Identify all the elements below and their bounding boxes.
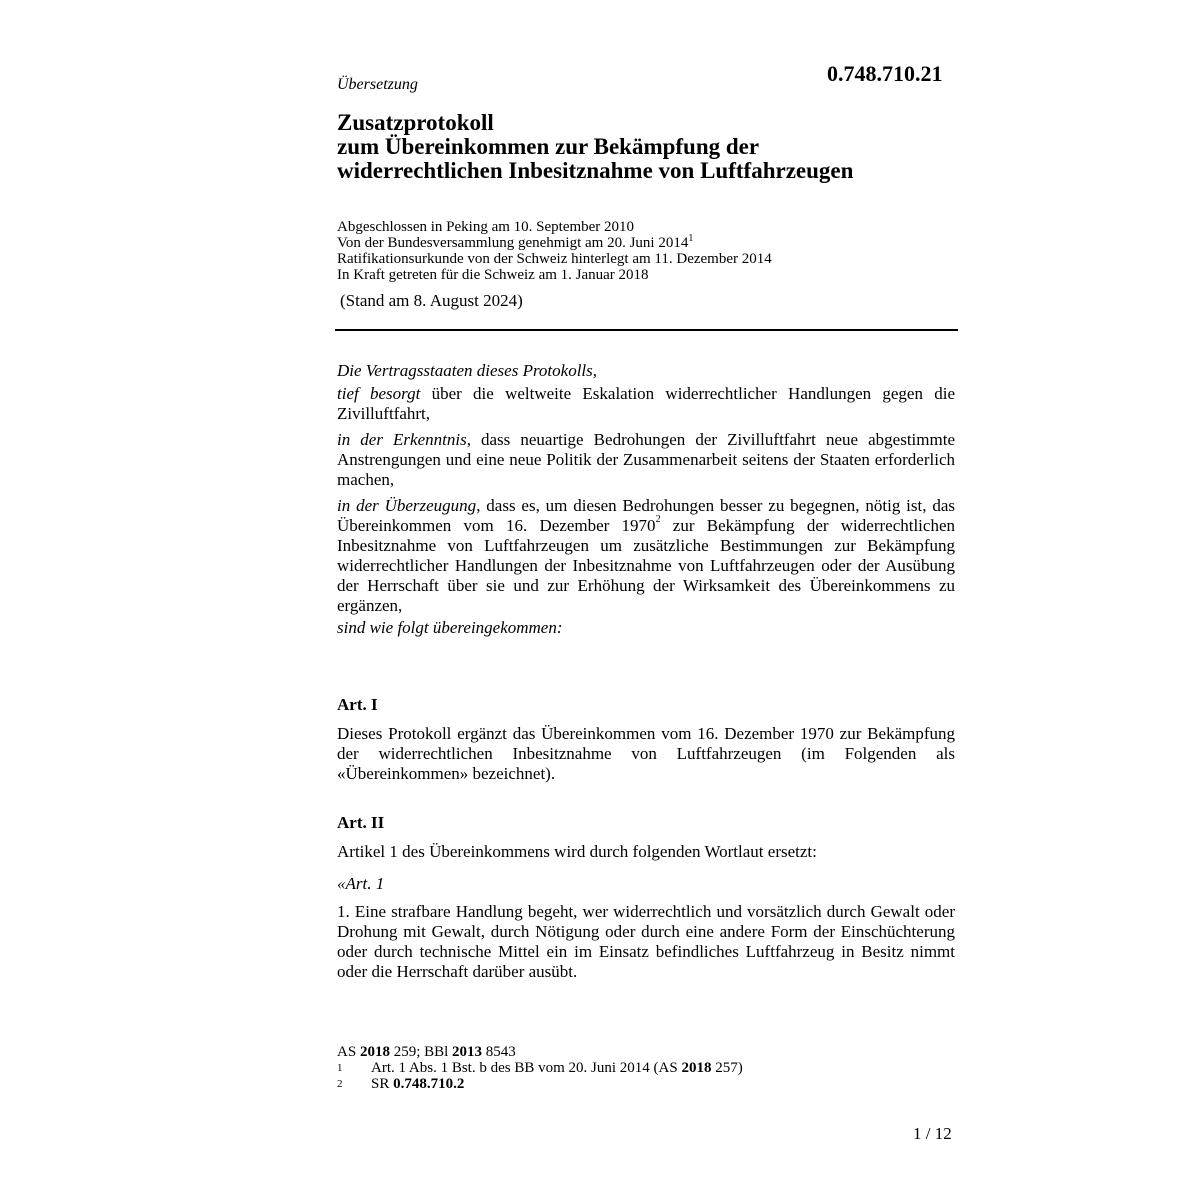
quoted-article-heading: «Art. 1 bbox=[337, 874, 385, 893]
in-force-date: In Kraft getreten für die Schweiz am 1. Januar 2018 bbox=[337, 267, 649, 283]
footnote-2: 2 SR 0.748.710.2 bbox=[337, 1076, 465, 1092]
header-divider bbox=[335, 329, 958, 331]
article-1-text: Dieses Protokoll ergänzt das Übereinkommen vom 16. Dezember 1970 zur Bekämpfung der widerrechtlichen Inbesitznahme von Luftfahrzeugen (im Folgenden als «Übereinkommen» bezeichnet). bbox=[337, 724, 955, 783]
approved-date: Von der Bundesversammlung genehmigt am 20. Juni 2014$^1$ bbox=[337, 233, 694, 251]
preamble-intro: Die Vertragsstaaten dieses Protokolls, bbox=[337, 361, 598, 380]
footnote-1-number: 1 bbox=[337, 1062, 343, 1074]
preamble-paragraph-3: in der Überzeugung, dass es, um diesen Bedrohungen besser zu begegnen, nötig ist, das Übereinkommen vom 16. Dezember 1970$^2$ zur Bekämpfung der widerrechtlichen Inbesitznahme von Luftfahrzeugen um zusätzliche Bestimmungen zur Bekämpfung widerrechtlicher Handlungen der Inbesitznahme von Luftfahrzeugen oder der Ausübung der Herrschaft über sie und zur Erhöhung der Wirksamkeit des Übereinkommens zu ergänzen, bbox=[337, 496, 956, 615]
concluded-date: Abgeschlossen in Peking am 10. September 2010 bbox=[337, 219, 635, 235]
footnote-ref-2[interactable]: 2 bbox=[655, 514, 661, 525]
title-line-2: zum Übereinkommen zur Bekämpfung der bbox=[337, 134, 760, 159]
article-2-heading: Art. II bbox=[337, 813, 385, 832]
status-date: (Stand am 8. August 2024) bbox=[340, 291, 523, 310]
page-number: 1 / 12 bbox=[913, 1124, 952, 1143]
preamble-paragraph-1: tief besorgt über die weltweite Eskalation widerrechtlicher Handlungen gegen die Zivilluftfahrt, bbox=[337, 384, 955, 423]
preamble-closing: sind wie folgt übereingekommen: bbox=[337, 618, 563, 637]
article-1-heading: Art. I bbox=[337, 695, 378, 714]
preamble-paragraph-2: in der Erkenntnis, dass neuartige Bedrohungen der Zivilluftfahrt neue abgestimmte Anstrengungen und eine neue Politik der Zusammenarbeit seitens der Staaten erforderlich machen, bbox=[337, 430, 955, 489]
translation-label: Übersetzung bbox=[337, 76, 418, 93]
sr-number: 0.748.710.21 bbox=[827, 61, 943, 86]
title-line-3: widerrechtlichen Inbesitznahme von Luftfahrzeugen bbox=[337, 158, 854, 183]
footnote-ref-1[interactable]: 1 bbox=[688, 233, 694, 244]
preamble bbox=[337, 361, 955, 638]
footnote-2-number: 2 bbox=[337, 1078, 343, 1090]
document-metadata bbox=[337, 219, 772, 283]
ratified-date: Ratifikationsurkunde von der Schweiz hinterlegt am 11. Dezember 2014 bbox=[337, 251, 772, 267]
quoted-article-paragraph-1: 1. Eine strafbare Handlung begeht, wer widerrechtlich und vorsätzlich durch Gewalt oder Drohung mit Gewalt, durch Nötigung oder durch eine andere Form der Einschüchterung oder durch technische Mittel ein im Einsatz befindliches Luftfahrzeug in Besitz nimmt oder die Herrschaft darüber ausübt. bbox=[337, 902, 955, 981]
title-line-1: Zusatzprotokoll bbox=[337, 110, 494, 135]
article-2-text: Artikel 1 des Übereinkommens wird durch folgenden Wortlaut ersetzt: bbox=[337, 842, 817, 861]
source-reference: AS 2018 259; BBl 2013 8543 bbox=[337, 1044, 516, 1060]
document-title bbox=[337, 111, 853, 183]
footnote-1: 1 Art. 1 Abs. 1 Bst. b des BB vom 20. Juni 2014 (AS 2018 257) bbox=[337, 1060, 743, 1076]
footnotes bbox=[337, 1044, 955, 1092]
